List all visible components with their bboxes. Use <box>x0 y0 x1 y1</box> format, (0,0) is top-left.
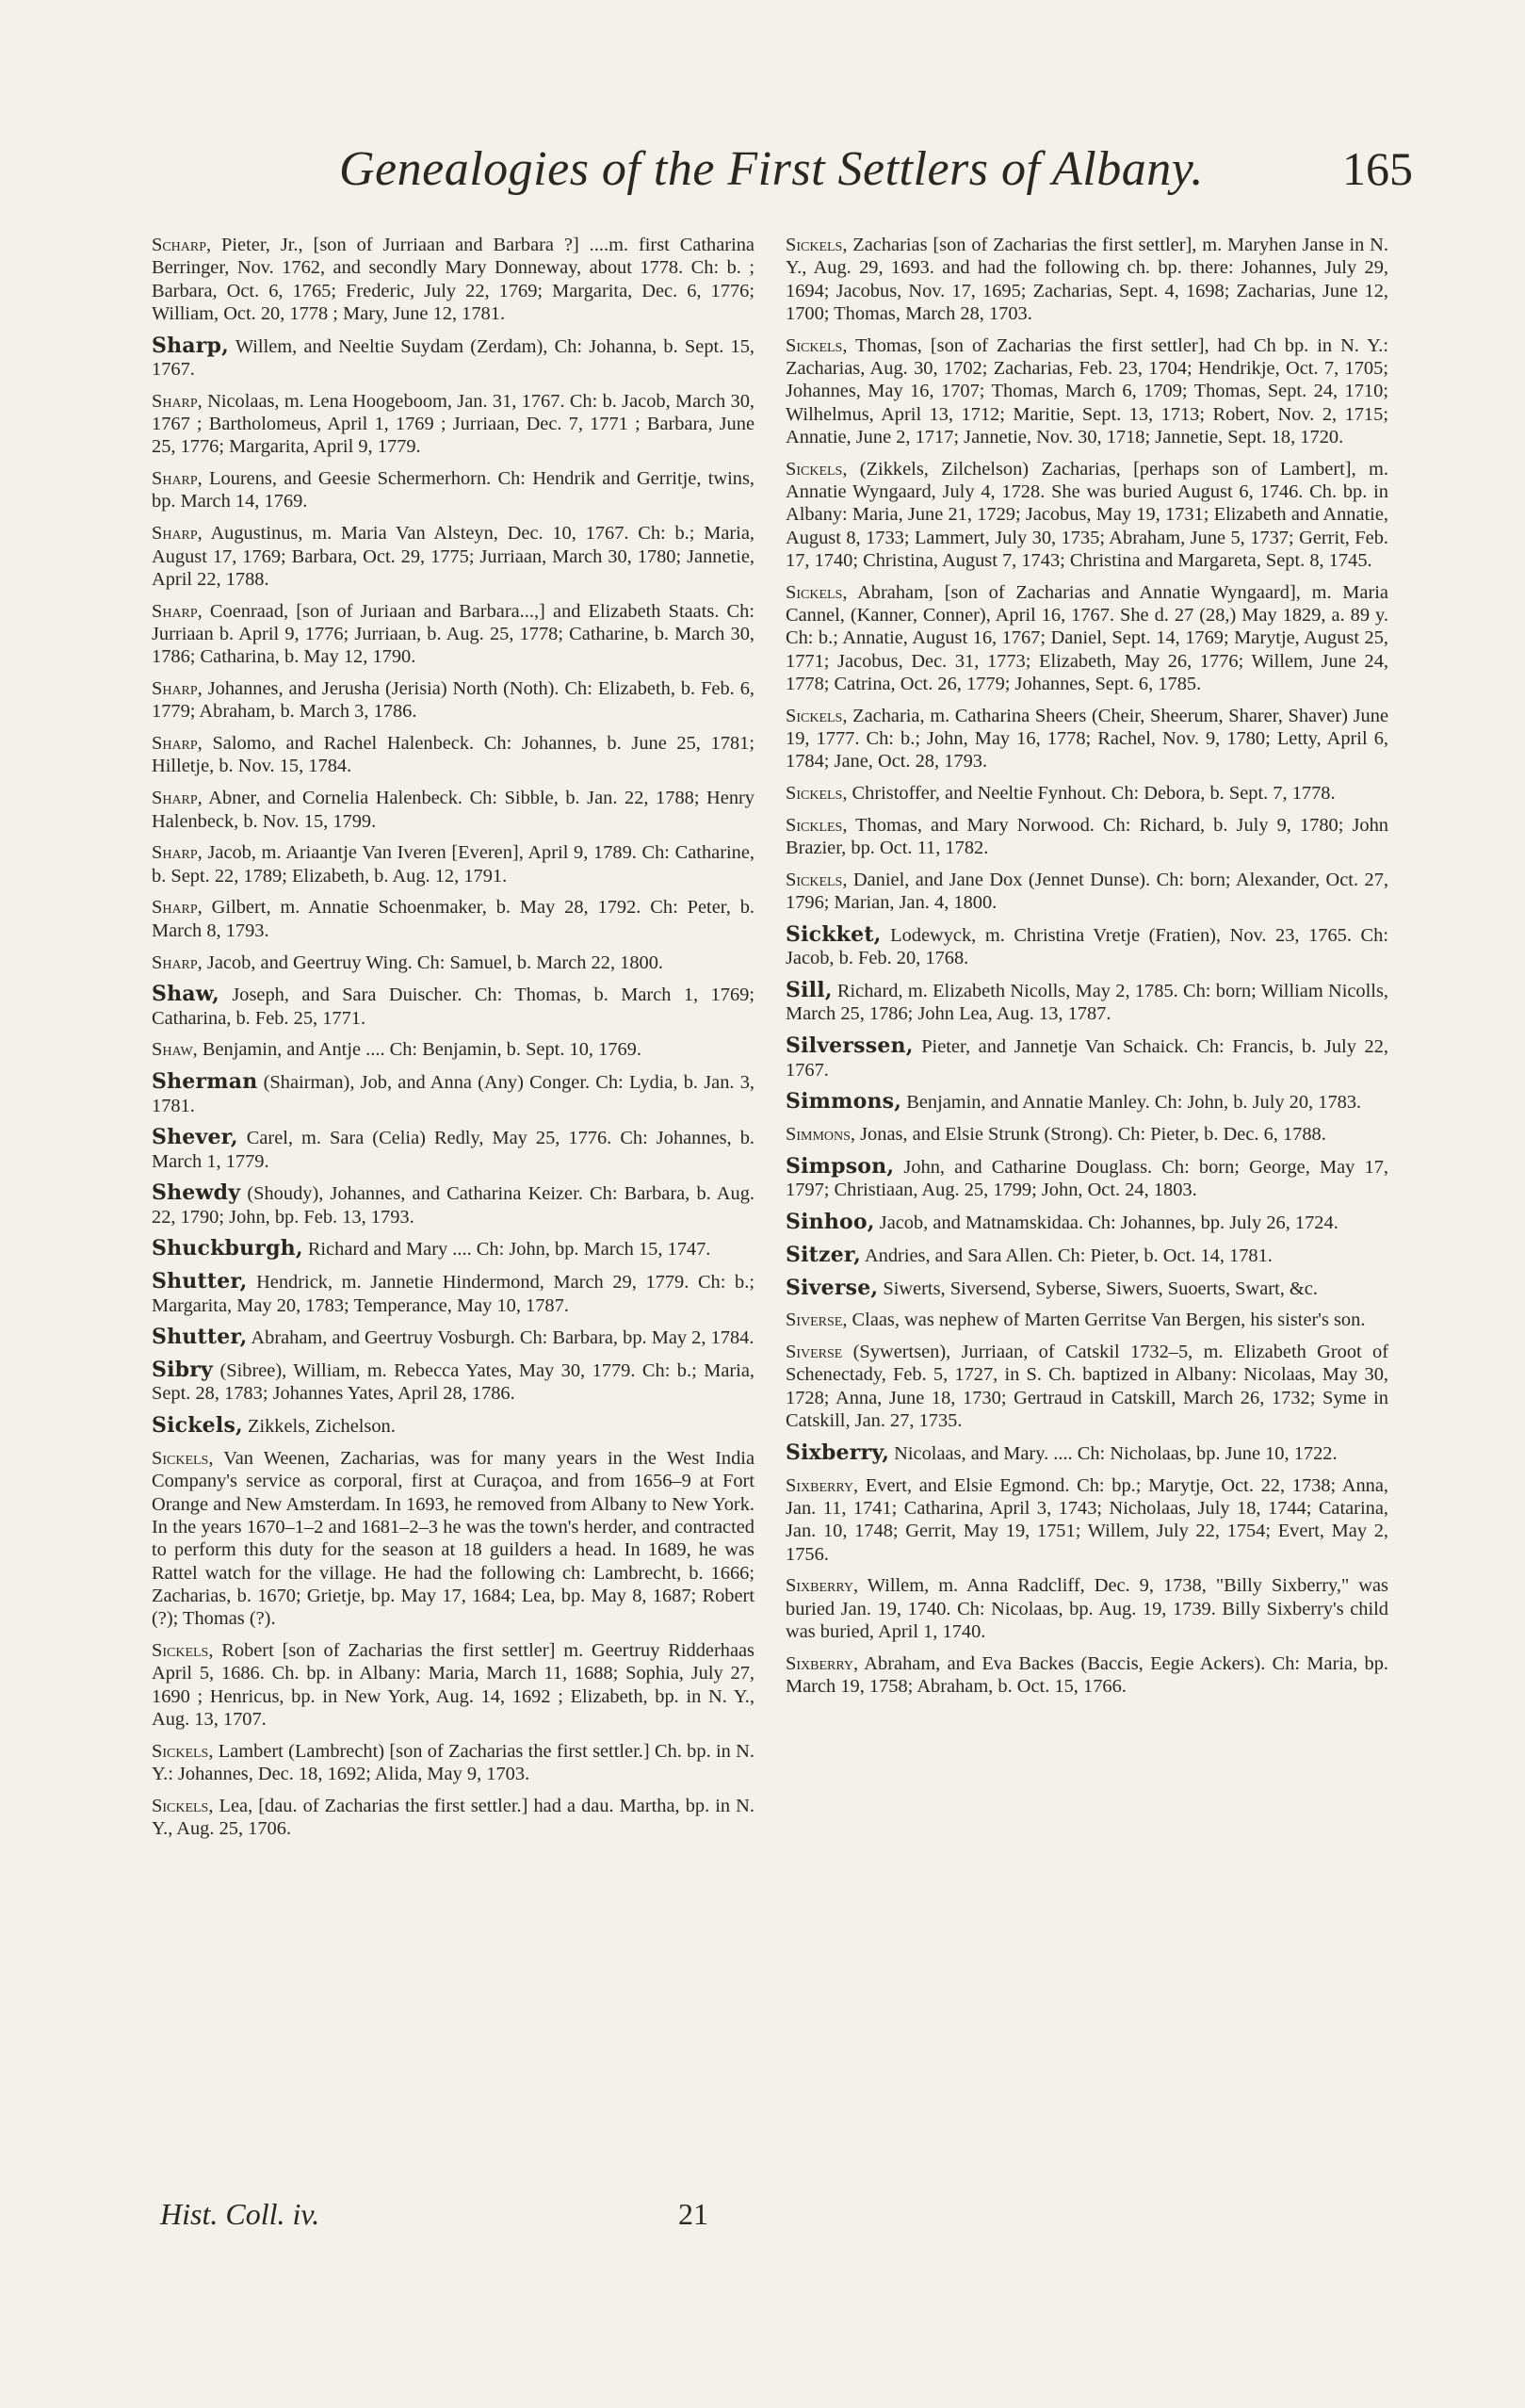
entry-surname: Siverse, <box>786 1310 848 1331</box>
genealogy-entry <box>152 522 754 591</box>
entry-surname: Simmons, <box>786 1124 856 1146</box>
genealogy-entry <box>152 1038 754 1061</box>
genealogy-entry <box>152 1326 754 1349</box>
footer-signature: Hist. Coll. iv. <box>160 2197 320 2231</box>
entry-surname: Sickels, <box>786 705 848 726</box>
entry-text: Nicolaas, m. Lena Hoogeboom, Jan. 31, 1767. Ch: b. Jacob, March 30, 1767 ; Bartholomeus, April 1, 1769 ; Jurriaan, Dec. 7, 1771 ; Barbara, June 25, 1776; Margarita, April 9, 1779. <box>152 390 754 458</box>
entry-surname: Sitzer, <box>786 1242 861 1267</box>
page-number: 165 <box>1342 142 1413 195</box>
entry-text: Richard, m. Elizabeth Nicolls, May 2, 1785. Ch: born; William Nicolls, March 25, 1786; John Lea, Aug. 13, 1787. <box>786 981 1388 1025</box>
entry-surname: Sharp, <box>152 733 203 755</box>
entry-text: Lea, [dau. of Zacharias the first settler.] had a dau. Martha, bp. in N. Y., Aug. 25, 1706. <box>152 1795 754 1840</box>
entry-text: Zikkels, Zichelson. <box>242 1416 396 1438</box>
genealogy-entry <box>786 979 1388 1026</box>
entry-surname: Sharp, <box>152 952 203 973</box>
genealogy-entry <box>786 1474 1388 1566</box>
entry-surname: Sharp, <box>152 523 203 545</box>
entry-text: Jacob, and Geertruy Wing. Ch: Samuel, b. March 22, 1800. <box>202 952 664 973</box>
entry-surname: Sickels, <box>786 235 848 255</box>
entry-surname: Sharp, <box>152 788 203 809</box>
entry-text: Coenraad, [son of Juriaan and Barbara...,] and Elizabeth Staats. Ch: Jurriaan b. April 9, 1776; Jurriaan, b. Aug. 25, 1778; Catharine, b. March 30, 1786; Catharina, b. May 12, 1790. <box>152 600 754 668</box>
genealogy-entry <box>786 814 1388 860</box>
genealogy-entry <box>152 1447 754 1630</box>
entry-text: Nicolaas, and Mary. .... Ch: Nicholaas, bp. June 10, 1722. <box>889 1442 1338 1464</box>
genealogy-entry <box>786 1090 1388 1114</box>
entry-surname: Sickels, <box>152 1795 214 1816</box>
entry-text: (Shoudy), Johannes, and Catharina Keizer. Ch: Barbara, b. Aug. 22, 1790; John, bp. Feb. 13, 1793. <box>152 1183 754 1228</box>
page-header <box>339 141 1413 207</box>
genealogy-entry <box>152 1740 754 1786</box>
entry-text: Augustinus, m. Maria Van Alsteyn, Dec. 10, 1767. Ch: b.; Maria, August 17, 1769; Barbara, Oct. 29, 1775; Jurriaan, March 30, 1780; Jannetie, April 22, 1788. <box>152 523 754 590</box>
entry-surname: Shever, <box>152 1125 238 1150</box>
genealogy-entry <box>152 952 754 974</box>
entry-text: John, and Catharine Douglass. Ch: born; George, May 17, 1797; Christiaan, Aug. 25, 1799; John, Oct. 24, 1803. <box>786 1156 1388 1201</box>
genealogy-entry <box>786 581 1388 695</box>
genealogy-entry <box>786 1652 1388 1699</box>
entry-surname: Sharp, <box>152 390 203 412</box>
genealogy-entry <box>786 705 1388 773</box>
genealogy-entry <box>786 1574 1388 1643</box>
genealogy-entry <box>786 1211 1388 1234</box>
entry-surname: Siverse <box>786 1342 843 1363</box>
entry-surname: Sickels, <box>786 869 848 890</box>
genealogy-entry <box>786 1244 1388 1267</box>
genealogy-entry <box>786 782 1388 805</box>
entry-text: Lourens, and Geesie Schermerhorn. Ch: Hendrik and Gerritje, twins, bp. March 14, 1769. <box>152 468 754 513</box>
entry-text: (Shairman), Job, and Anna (Any) Conger. Ch: Lydia, b. Jan. 3, 1781. <box>152 1072 754 1116</box>
genealogy-entry <box>152 1070 754 1117</box>
entry-surname: Sixberry, <box>786 1474 859 1496</box>
genealogy-entry <box>786 1123 1388 1146</box>
genealogy-entry <box>786 869 1388 915</box>
entry-surname: Sixberry, <box>786 1575 859 1597</box>
entry-text: Zacharias [son of Zacharias the first settler], m. Maryhen Janse in N. Y., Aug. 29, 1693. and had the following ch. bp. there: Johannes, July 29, 1694; Jacobus, Nov. 17, 1695; Zacharias, Sept. 4, 1698; Zacharias, June 12, 1700; Thomas, March 28, 1703. <box>786 235 1388 324</box>
entry-text: Thomas, and Mary Norwood. Ch: Richard, b. July 9, 1780; John Brazier, bp. Oct. 11, 1782. <box>786 814 1388 859</box>
entry-surname: Sixberry, <box>786 1440 890 1465</box>
running-title: Genealogies of the First Settlers of Albany. <box>339 142 1204 196</box>
genealogy-entry <box>152 677 754 724</box>
page-footer <box>160 2197 744 2244</box>
entry-text: Andries, and Sara Allen. Ch: Pieter, b. Oct. 14, 1781. <box>860 1245 1273 1266</box>
entry-text: Willem, m. Anna Radcliff, Dec. 9, 1738, "Billy Sixberry," was buried Jan. 19, 1740. Ch: Nicolaas, bp. Aug. 19, 1739. Billy Sixberry's child was buried, April 1, 1740. <box>786 1575 1388 1642</box>
entry-text: Hendrick, m. Jannetie Hindermond, March 29, 1779. Ch: b.; Margarita, May 20, 1783; Temperance, May 10, 1787. <box>152 1272 754 1316</box>
entry-surname: Sharp, <box>152 600 203 622</box>
genealogy-entry <box>152 1126 754 1173</box>
genealogy-entry <box>152 1270 754 1317</box>
right-column <box>786 234 1388 1707</box>
entry-text: Gilbert, m. Annatie Schoenmaker, b. May 28, 1792. Ch: Peter, b. March 8, 1793. <box>152 897 754 941</box>
entry-surname: Shutter, <box>152 1269 248 1294</box>
genealogy-entry <box>152 732 754 778</box>
left-column <box>152 234 754 1849</box>
genealogy-entry <box>786 1277 1388 1300</box>
entry-text: Abraham, and Eva Backes (Baccis, Eegie Ackers). Ch: Maria, bp. March 19, 1758; Abraham, b. Oct. 15, 1766. <box>786 1652 1388 1698</box>
entry-surname: Sinhoo, <box>786 1209 875 1234</box>
entry-text: (Sibree), William, m. Rebecca Yates, May 30, 1779. Ch: b.; Maria, Sept. 28, 1783; Johannes Yates, April 28, 1786. <box>152 1360 754 1405</box>
entry-surname: Shutter, <box>152 1325 248 1350</box>
entry-surname: Sickels, <box>786 783 848 805</box>
genealogy-entry <box>152 467 754 513</box>
genealogy-entry <box>786 1034 1388 1082</box>
entry-text: Zacharia, m. Catharina Sheers (Cheir, Sheerum, Sharer, Shaver) June 19, 1777. Ch: b.; John, May 16, 1778; Rachel, Nov. 9, 1780; Letty, April 6, 1784; Jane, Oct. 28, 1793. <box>786 705 1388 773</box>
entry-text: Van Weenen, Zacharias, was for many years in the West India Company's service as corporal, first at Curaçoa, and from 1656–9 at Fort Orange and New Amsterdam. In 1693, he removed from Albany to New York. In the years 1670–1–2 and 1681–2–3 he was the town's herder, and contracted to perform this duty for the season at 18 guilders a head. In 1689, he was Rattel watch for the village. He had the following ch: Lambrecht, b. 1666; Zacharias, b. 1670; Grietje, bp. May 17, 1684; Lea, bp. May 8, 1687; Robert (?); Thomas (?). <box>152 1448 754 1630</box>
entry-surname: Shaw, <box>152 1039 198 1061</box>
entry-text: Jacob, and Matnamskidaa. Ch: Johannes, bp. July 26, 1724. <box>874 1212 1338 1233</box>
entry-text: Abner, and Cornelia Halenbeck. Ch: Sibble, b. Jan. 22, 1788; Henry Halenbeck, b. Nov. 15, 1799. <box>152 788 754 832</box>
entry-text: Joseph, and Sara Duischer. Ch: Thomas, b. March 1, 1769; Catharina, b. Feb. 25, 1771. <box>152 984 754 1029</box>
entry-text: (Sywertsen), Jurriaan, of Catskil 1732–5, m. Elizabeth Groot of Schenectady, Feb. 5, 1727, in S. Ch. baptized in Albany: Nicolaas, May 30, 1728; Anna, June 18, 1730; Gertraud in Catskill, March 26, 1732; Syme in Catskill, Jan. 27, 1735. <box>786 1342 1388 1432</box>
entry-text: Willem, and Neeltie Suydam (Zerdam), Ch: Johanna, b. Sept. 15, 1767. <box>152 335 754 380</box>
genealogy-entry <box>152 787 754 833</box>
entry-text: Pieter, and Jannetje Van Schaick. Ch: Francis, b. July 22, 1767. <box>786 1036 1388 1081</box>
genealogy-entry <box>786 334 1388 448</box>
genealogy-entry <box>152 234 754 325</box>
genealogy-entry <box>152 841 754 887</box>
genealogy-entry <box>786 923 1388 970</box>
entry-text: Evert, and Elsie Egmond. Ch: bp.; Marytje, Oct. 22, 1738; Anna, Jan. 11, 1741; Catharina, April 3, 1743; Nicholaas, July 18, 1744; Catarina, Jan. 10, 1748; Gerrit, May 19, 1751; Willem, July 22, 1754; Evert, May 2, 1756. <box>786 1474 1388 1565</box>
entry-surname: Sickles, <box>786 814 848 836</box>
entry-text: Jonas, and Elsie Strunk (Strong). Ch: Pieter, b. Dec. 6, 1788. <box>855 1124 1326 1146</box>
genealogy-entry <box>152 1795 754 1841</box>
genealogy-entry <box>152 1639 754 1731</box>
entry-text: Richard and Mary .... Ch: John, bp. March 15, 1747. <box>302 1239 711 1261</box>
entry-surname: Sickket, <box>786 922 882 948</box>
genealogy-entry <box>152 896 754 942</box>
entry-text: Abraham, [son of Zacharias and Annatie Wyngaard], m. Maria Cannel, (Kanner, Conner), April 16, 1767. She d. 27 (28,) May 1829, a. 89 y. Ch: b.; Annatie, August 16, 1767; Daniel, Sept. 14, 1769; Marytje, August 25, 1771; Jacobus, Dec. 31, 1773; Elizabeth, May 26, 1776; Willem, June 24, 1778; Catrina, Oct. 26, 1779; Johannes, Sept. 6, 1785. <box>786 581 1388 694</box>
genealogy-entry <box>786 458 1388 572</box>
entry-surname: Shaw, <box>152 982 219 1007</box>
entry-surname: Simmons, <box>786 1089 902 1115</box>
genealogy-entry <box>152 334 754 382</box>
genealogy-entry <box>786 1441 1388 1465</box>
entry-surname: Simpson, <box>786 1153 895 1179</box>
genealogy-entry <box>152 1359 754 1406</box>
entry-surname: Sickels, <box>786 581 848 603</box>
entry-surname: Sickels, <box>152 1448 214 1470</box>
entry-text: (Zikkels, Zilchelson) Zacharias, [perhaps son of Lambert], m. Annatie Wyngaard, July 4, 1728. She was buried August 6, 1746. Ch. bp. in Albany: Maria, June 21, 1729; Jacobus, May 19, 1731; Elizabeth and Annatie, August 8, 1733; Lammert, July 30, 1735; Abraham, June 5, 1737; Gerrit, Feb. 17, 1740; Christina, August 7, 1743; Christina and Margareta, Sept. 8, 1745. <box>786 458 1388 571</box>
entry-text: Pieter, Jr., [son of Jurriaan and Barbara ?] ....m. first Catharina Berringer, Nov. 1762, and secondly Mary Donneway, about 1778. Ch: b. ; Barbara, Oct. 6, 1765; Frederic, July 22, 1769; Margarita, Dec. 6, 1776; William, Oct. 20, 1778 ; Mary, June 12, 1781. <box>152 235 754 324</box>
entry-surname: Silverssen, <box>786 1033 914 1059</box>
entry-surname: Sixberry, <box>786 1652 859 1674</box>
entry-surname: Sharp, <box>152 333 229 358</box>
entry-text: Benjamin, and Annatie Manley. Ch: John, b. July 20, 1783. <box>901 1092 1362 1114</box>
entry-text: Abraham, and Geertruy Vosburgh. Ch: Barbara, bp. May 2, 1784. <box>247 1327 754 1349</box>
entry-text: Johannes, and Jerusha (Jerisia) North (Noth). Ch: Elizabeth, b. Feb. 6, 1779; Abraham, b. March 3, 1786. <box>152 678 754 723</box>
entry-surname: Sherman <box>152 1069 258 1095</box>
genealogy-entry <box>152 1237 754 1261</box>
entry-surname: Scharp, <box>152 235 212 255</box>
entry-text: Daniel, and Jane Dox (Jennet Dunse). Ch: born; Alexander, Oct. 27, 1796; Marian, Jan. 4, 1800. <box>786 869 1388 914</box>
genealogy-entry <box>786 1155 1388 1202</box>
entry-text: Claas, was nephew of Marten Gerritse Van Bergen, his sister's son. <box>847 1310 1366 1331</box>
genealogy-entry <box>152 600 754 669</box>
genealogy-entry <box>152 1181 754 1228</box>
entry-surname: Sickels, <box>786 334 848 356</box>
entry-surname: Sibry <box>152 1358 214 1383</box>
entry-text: Salomo, and Rachel Halenbeck. Ch: Johannes, b. June 25, 1781; Hilletje, b. Nov. 15, 1784. <box>152 733 754 777</box>
entry-surname: Sharp, <box>152 897 203 919</box>
entry-surname: Shuckburgh, <box>152 1236 303 1261</box>
entry-text: Carel, m. Sara (Celia) Redly, May 25, 1776. Ch: Johannes, b. March 1, 1779. <box>152 1128 754 1172</box>
entry-surname: Sickels, <box>152 1413 243 1439</box>
footer-sheet-number: 21 <box>678 2197 708 2231</box>
entry-text: Lodewyck, m. Christina Vretje (Fratien), Nov. 23, 1765. Ch: Jacob, b. Feb. 20, 1768. <box>786 925 1388 969</box>
entry-surname: Sickels, <box>152 1740 214 1762</box>
entry-surname: Sharp, <box>152 842 203 864</box>
entry-surname: Sharp, <box>152 468 203 490</box>
genealogy-entry <box>786 1341 1388 1432</box>
genealogy-entry <box>152 390 754 459</box>
entry-text: Benjamin, and Antje .... Ch: Benjamin, b. Sept. 10, 1769. <box>197 1039 641 1061</box>
entry-surname: Siverse, <box>786 1275 879 1300</box>
genealogy-entry <box>152 983 754 1030</box>
entry-surname: Sickels, <box>786 458 848 480</box>
entry-text: Jacob, m. Ariaantje Van Iveren [Everen], April 9, 1789. Ch: Catharine, b. Sept. 22, 1789; Elizabeth, b. Aug. 12, 1791. <box>152 842 754 887</box>
entry-text: Christoffer, and Neeltie Fynhout. Ch: Debora, b. Sept. 7, 1778. <box>847 783 1336 805</box>
genealogy-entry <box>152 1414 754 1438</box>
genealogy-entry <box>786 1309 1388 1331</box>
entry-surname: Sickels, <box>152 1639 214 1661</box>
entry-text: Thomas, [son of Zacharias the first settler], had Ch bp. in N. Y.: Zacharias, Aug. 30, 1702; Zacharias, Feb. 23, 1704; Hendrikje, Oct. 7, 1705; Johannes, May 16, 1707; Thomas, March 6, 1709; Thomas, Sept. 24, 1710; Wilhelmus, April 13, 1712; Maritie, Sept. 13, 1713; Robert, Nov. 2, 1715; Annatie, June 2, 1717; Jannetie, Nov. 30, 1718; Jannetie, Sept. 18, 1720. <box>786 334 1388 447</box>
entry-text: Robert [son of Zacharias the first settler] m. Geertruy Ridderhaas April 5, 1686. Ch. bp. in Albany: Maria, March 11, 1688; Sophia, July 27, 1690 ; Henricus, bp. in New York, Aug. 14, 1692 ; Elizabeth, bp. in N. Y., Aug. 13, 1707. <box>152 1639 754 1730</box>
entry-surname: Sill, <box>786 978 833 1003</box>
entry-surname: Shewdy <box>152 1180 241 1206</box>
entry-text: Lambert (Lambrecht) [son of Zacharias the first settler.] Ch. bp. in N. Y.: Johannes, Dec. 18, 1692; Alida, May 9, 1703. <box>152 1740 754 1784</box>
genealogy-entry <box>786 234 1388 325</box>
entry-surname: Sharp, <box>152 678 203 700</box>
entry-text: Siwerts, Siversend, Syberse, Siwers, Suoerts, Swart, &c. <box>878 1277 1318 1299</box>
